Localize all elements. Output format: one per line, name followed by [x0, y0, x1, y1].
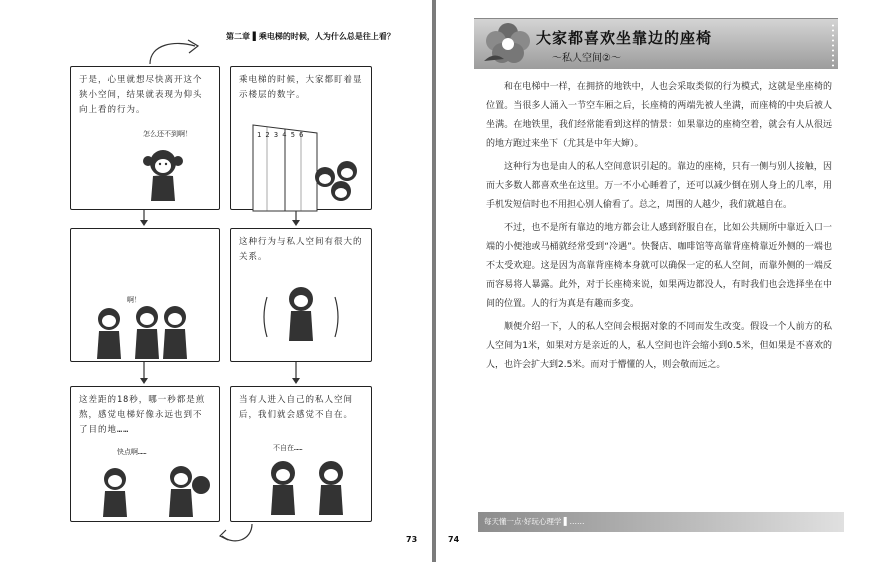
- monkey-character-icon: [133, 139, 203, 209]
- floor-number-display: 1 2 3 4 5 6: [257, 131, 304, 139]
- uncomfortable-monkeys-icon: [247, 451, 367, 521]
- comic-panel-1: [70, 66, 220, 210]
- panel-5-narration: 这差距的18秒，哪一秒都是煎熬，感觉电梯好像永远也到不了目的地……: [79, 395, 206, 435]
- comic-panel-6: [230, 386, 372, 522]
- comic-panel-3: [70, 228, 220, 362]
- page-number-right: 74: [448, 535, 460, 544]
- body-text: [486, 78, 832, 375]
- panel-6-narration: 当有人进入自己的私人空间后，我们就会感觉不自在。: [239, 395, 354, 420]
- comic-panel-2: [230, 66, 372, 210]
- waiting-monkeys-icon: [85, 457, 215, 521]
- panel-6-speech: 不自在……: [273, 444, 303, 452]
- panel-1-narration: 于是，心里就想尽快离开这个狭小空间，结果就表现为仰头向上看的行为。: [79, 75, 203, 115]
- paragraph-1: 和在电梯中一样，在拥挤的地铁中，人也会采取类似的行为模式，这就是坐座椅的位置。当很多人涌入一节空车厢之后，长座椅的两端先被人坐满，而座椅的中央后被人坐满。在地铁里，我们经常能看到这样的情景：如果靠边的座椅空着，就会有人从很远的地方跑过来坐下（尤其是中年大婶）。: [486, 82, 832, 149]
- page-number-left: 73: [406, 535, 418, 544]
- comic-panel-4: [230, 228, 372, 362]
- personal-space-monkey-icon: [261, 277, 341, 357]
- right-page: [436, 0, 870, 562]
- panel-4-narration: 这种行为与私人空间有很大的关系。: [239, 237, 363, 262]
- page-title: 大家都喜欢坐靠边的座椅: [536, 29, 713, 47]
- footer-text: 每天懂一点·好玩心理学 ▌……: [484, 517, 585, 526]
- dot-pattern-decoration: [830, 23, 836, 67]
- panel-1-speech: 怎么还不到啊！: [143, 130, 192, 138]
- page-subtitle: ～私人空间②～: [552, 53, 621, 64]
- paragraph-3: 不过，也不是所有靠边的地方都会让人感到舒服自在，比如公共厕所中靠近入口一端的小便池或马桶就经常受到“冷遇”。快餐店、咖啡馆等高靠背座椅靠近外侧的一端也不太受欢迎。这是因为高靠背座椅本身就可以确保一定的私人空间，而靠外侧的一端反而容易将人暴露。此外，对于长座椅来说，如果两边都没人，有时我们也会选择坐在中间的位置。人的行为真是有趣而多变。: [486, 223, 832, 309]
- monkey-group-icon: [311, 161, 371, 221]
- paragraph-4: 顺便介绍一下，人的私人空间会根据对象的不同而发生改变。假设一个人前方的私人空间为1米，如果对方是亲近的人，私人空间也许会缩小到0.5米，但如果是不喜欢的人，也许会扩大到2.5米。而对于懵懂的人，则会敬而远之。: [486, 322, 832, 370]
- left-page: [0, 0, 432, 562]
- comic-panel-5: [70, 386, 220, 522]
- title-banner: [474, 18, 838, 69]
- panel-2-narration: 乘电梯的时候，大家都盯着显示楼层的数字。: [239, 75, 363, 100]
- footer-bar: [478, 512, 844, 532]
- panel-5-speech: 快点啊……: [117, 448, 147, 456]
- flower-decoration-icon: [480, 15, 536, 65]
- crowded-monkeys-icon: [85, 293, 215, 363]
- paragraph-2: 这种行为也是由人的私人空间意识引起的。靠边的座椅，只有一侧与别人接触，因而大多数人都喜欢坐在这里。万一不小心睡着了，还可以减少倒在别人身上的几率，用手机发短信时也不用担心别人偷看了。总之，周围的人越少，我们就越自在。: [486, 162, 832, 210]
- chapter-header: 第二章 ▌乘电梯的时候，人为什么总是往上看？: [226, 32, 395, 41]
- panel-3-speech: 啊！: [127, 296, 141, 304]
